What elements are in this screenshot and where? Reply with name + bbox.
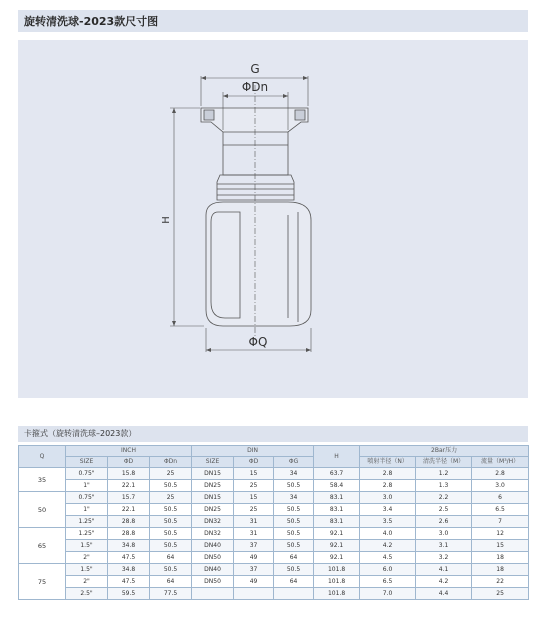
table-cell: 2.8 [360,480,416,492]
spec-title-text: 卡箍式（旋转清洗球–2023款） [24,429,137,438]
table-cell: 15 [472,540,529,552]
col-din-phi-g: ΦG [274,457,314,468]
table-row [19,516,529,528]
col-flow: 流量（M³/H） [472,457,529,468]
table-cell: 2.8 [360,468,416,480]
table-cell: 18 [472,552,529,564]
table-cell: 3.2 [416,552,472,564]
table-cell: 34 [274,468,314,480]
table-cell: 28.8 [108,516,150,528]
table-cell [192,588,234,600]
cell-q: 35 [19,468,66,492]
table-cell: 50.5 [150,528,192,540]
table-cell: 1.5" [66,540,108,552]
col-group-pressure: 2Bar压力 [360,446,529,457]
table-row [19,540,529,552]
dimension-g-label: G [250,62,260,76]
table-cell: 50.5 [274,504,314,516]
table-cell: 101.8 [314,564,360,576]
table-cell: 4.2 [360,540,416,552]
dimension-h-label: H [161,216,172,224]
table-cell: 50.5 [150,504,192,516]
table-row [19,468,529,480]
table-cell: 92.1 [314,540,360,552]
table-row [19,492,529,504]
table-cell: 2.5 [416,504,472,516]
table-cell: 4.1 [416,564,472,576]
table-cell: DN40 [192,540,234,552]
table-cell: 15.8 [108,468,150,480]
table-cell: 6 [472,492,529,504]
dimension-q-label: ΦQ [248,335,268,349]
table-cell: DN32 [192,516,234,528]
table-cell: 34.8 [108,540,150,552]
table-cell: 4.0 [360,528,416,540]
table-cell: 47.5 [108,552,150,564]
table-cell: 25 [150,492,192,504]
table-cell: 83.1 [314,504,360,516]
table-cell: 4.2 [416,576,472,588]
table-cell: 50.5 [150,516,192,528]
table-cell: 50.5 [150,480,192,492]
table-row [19,588,529,600]
table-cell: 6.5 [472,504,529,516]
table-cell: 64 [274,552,314,564]
table-cell: 1.2 [416,468,472,480]
table-subheader-row [19,457,529,468]
table-cell: 31 [234,516,274,528]
table-cell: 7.0 [360,588,416,600]
table-cell: 77.5 [150,588,192,600]
table-cell: 6.0 [360,564,416,576]
table-cell: DN32 [192,528,234,540]
table-cell: 50.5 [274,564,314,576]
col-din-phi-d: ΦD [234,457,274,468]
col-din-size: SIZE [192,457,234,468]
table-cell: 59.5 [108,588,150,600]
table-cell: 83.1 [314,516,360,528]
table-cell: 50.5 [274,528,314,540]
table-cell: 50.5 [150,540,192,552]
title-bar [18,10,528,32]
table-cell: 1" [66,504,108,516]
table-cell: 7 [472,516,529,528]
table-cell: 50.5 [274,480,314,492]
table-cell: 101.8 [314,588,360,600]
table-cell: 1.25" [66,516,108,528]
spec-table [18,445,529,600]
table-cell: 6.5 [360,576,416,588]
table-cell: 63.7 [314,468,360,480]
col-group-inch: INCH [66,446,192,457]
table-cell: 92.1 [314,552,360,564]
table-cell: 1" [66,480,108,492]
table-row [19,564,529,576]
table-cell: 2.2 [416,492,472,504]
table-cell: 22.1 [108,504,150,516]
spec-table-title [18,426,528,442]
table-cell: 1.5" [66,564,108,576]
col-spray-radius: 喷射半径（N） [360,457,416,468]
table-cell: 2" [66,576,108,588]
table-row [19,528,529,540]
table-cell: 64 [274,576,314,588]
table-cell: 15.7 [108,492,150,504]
table-cell: 12 [472,528,529,540]
table-row [19,504,529,516]
spray-ball-drawing [18,40,528,398]
table-cell: DN15 [192,492,234,504]
table-cell: 4.4 [416,588,472,600]
table-cell: 83.1 [314,492,360,504]
cell-q: 65 [19,528,66,564]
col-group-din: DIN [192,446,314,457]
table-cell: 1.25" [66,528,108,540]
table-cell: 3.4 [360,504,416,516]
cell-q: 50 [19,492,66,528]
table-row [19,552,529,564]
table-cell: 0.75" [66,468,108,480]
table-cell: 58.4 [314,480,360,492]
col-inch-size: SIZE [66,457,108,468]
table-cell: 64 [150,576,192,588]
table-cell: 31 [234,528,274,540]
table-cell: 2.5" [66,588,108,600]
table-cell: 25 [150,468,192,480]
table-cell: DN50 [192,552,234,564]
col-inch-phi-d: ΦD [108,457,150,468]
col-inch-phi-dn: ΦDn [150,457,192,468]
table-cell: 64 [150,552,192,564]
table-cell: 25 [234,480,274,492]
table-cell: 49 [234,552,274,564]
page-title: 旋转清洗球-2023款尺寸图 [24,15,159,28]
col-q: Q [19,446,66,468]
table-cell: 2" [66,552,108,564]
table-cell: 49 [234,576,274,588]
table-cell [274,588,314,600]
table-cell: 50.5 [274,540,314,552]
table-cell: 34 [274,492,314,504]
table-cell: 18 [472,564,529,576]
table-header-row [19,446,529,457]
table-cell: 47.5 [108,576,150,588]
col-clean-radius: 清洗半径（M） [416,457,472,468]
table-cell: 50.5 [274,516,314,528]
table-cell: 3.5 [360,516,416,528]
table-row [19,576,529,588]
dimension-drawing [18,40,528,398]
table-cell: DN15 [192,468,234,480]
table-cell: DN40 [192,564,234,576]
table-cell: 37 [234,564,274,576]
spec-table-body [19,468,529,600]
table-cell: 2.6 [416,516,472,528]
table-cell: 1.3 [416,480,472,492]
table-cell: 28.8 [108,528,150,540]
table-cell: 2.8 [472,468,529,480]
table-cell: 101.8 [314,576,360,588]
table-cell: DN25 [192,504,234,516]
table-cell: 22.1 [108,480,150,492]
table-cell: 15 [234,492,274,504]
table-cell: DN50 [192,576,234,588]
col-h: H [314,446,360,468]
table-cell: 3.0 [360,492,416,504]
dimension-dn-label: ΦDn [241,80,269,94]
table-cell: 50.5 [150,564,192,576]
table-cell: 4.5 [360,552,416,564]
table-cell: 25 [472,588,529,600]
table-cell: 3.1 [416,540,472,552]
table-cell: 34.8 [108,564,150,576]
table-cell: DN25 [192,480,234,492]
table-cell: 15 [234,468,274,480]
table-row [19,480,529,492]
table-cell: 37 [234,540,274,552]
table-cell: 3.0 [472,480,529,492]
table-cell [234,588,274,600]
cell-q: 75 [19,564,66,600]
table-cell: 0.75" [66,492,108,504]
table-cell: 22 [472,576,529,588]
table-cell: 3.0 [416,528,472,540]
table-cell: 92.1 [314,528,360,540]
table-cell: 25 [234,504,274,516]
